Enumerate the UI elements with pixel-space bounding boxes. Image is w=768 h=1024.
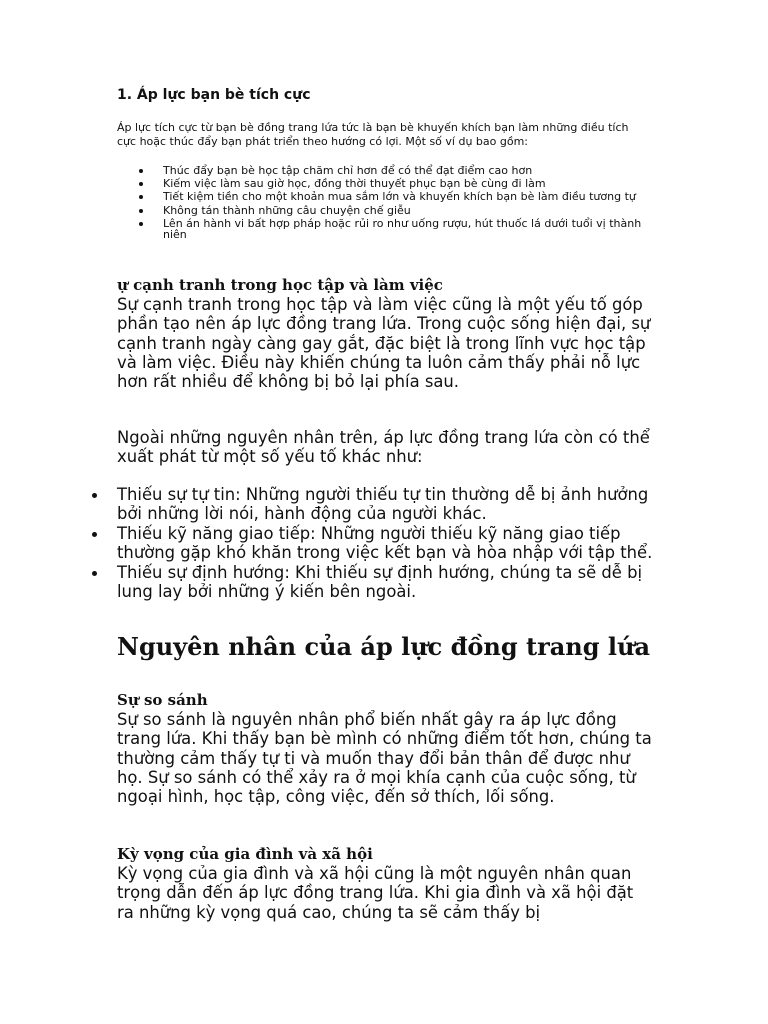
- positive-examples-list: [117, 165, 652, 242]
- list-item: Thiếu kỹ năng giao tiếp: Những người thiếu kỹ năng giao tiếp thường gặp khó khăn trong việc kết bạn và hòa nhập với tập thể.: [117, 524, 662, 563]
- list-item: Thiếu sự định hướng: Khi thiếu sự định hướng, chúng ta sẽ dễ bị lung lay bởi những ý kiến bên ngoài.: [117, 563, 662, 602]
- competition-heading: ự cạnh tranh trong học tập và làm việc: [117, 276, 443, 294]
- other-factors-list: [117, 485, 662, 602]
- causes-heading: Nguyên nhân của áp lực đồng trang lứa: [117, 632, 650, 661]
- comparison-paragraph: Sự so sánh là nguyên nhân phổ biến nhất gây ra áp lực đồng trang lứa. Khi thấy bạn bè mình có những điểm tốt hơn, chúng ta thường cảm thấy tự ti và muốn thay đổi bản thân để được như họ. Sự so sánh có thể xảy ra ở mọi khía cạnh của cuộc sống, từ ngoại hình, học tập, công việc, đến sở thích, lối sống.: [117, 710, 652, 807]
- positive-peer-pressure-intro: Áp lực tích cực từ bạn bè đồng trang lứa tức là bạn bè khuyến khích bạn làm những điều tích cực hoặc thúc đẩy bạn phát triển theo hướng có lợi. Một số ví dụ bao gồm:: [117, 121, 629, 148]
- positive-peer-pressure-heading: 1. Áp lực bạn bè tích cực: [117, 87, 311, 103]
- list-item: Thúc đẩy bạn bè học tập chăm chỉ hơn để có thể đạt điểm cao hơn: [163, 165, 652, 177]
- list-item: Thiếu sự tự tin: Những người thiếu tự tin thường dễ bị ảnh hưởng bởi những lời nói, hành động của người khác.: [117, 485, 662, 524]
- comparison-heading: Sự so sánh: [117, 691, 208, 709]
- other-factors-intro: Ngoài những nguyên nhân trên, áp lực đồng trang lứa còn có thể xuất phát từ một số yếu tố khác như:: [117, 428, 650, 467]
- list-item: Lên án hành vi bất hợp pháp hoặc rủi ro như uống rượu, hút thuốc lá dưới tuổi vị thành niên: [163, 218, 652, 241]
- expectations-heading: Kỳ vọng của gia đình và xã hội: [117, 845, 373, 863]
- list-item: Không tán thành những câu chuyện chế giễu: [163, 205, 652, 217]
- list-item: Kiếm việc làm sau giờ học, đồng thời thuyết phục bạn bè cùng đi làm: [163, 178, 652, 190]
- competition-paragraph: Sự cạnh tranh trong học tập và làm việc cũng là một yếu tố góp phần tạo nên áp lực đồng trang lứa. Trong cuộc sống hiện đại, sự cạnh tranh ngày càng gay gắt, đặc biệt là trong lĩnh vực học tập và làm việc. Điều này khiến chúng ta luôn cảm thấy phải nỗ lực hơn rất nhiều để không bị bỏ lại phía sau.: [117, 295, 651, 392]
- expectations-paragraph: Kỳ vọng của gia đình và xã hội cũng là một nguyên nhân quan trọng dẫn đến áp lực đồng trang lứa. Khi gia đình và xã hội đặt ra những kỳ vọng quá cao, chúng ta sẽ cảm thấy bị: [117, 864, 634, 922]
- list-item: Tiết kiệm tiền cho một khoản mua sắm lớn và khuyến khích bạn bè làm điều tương tự: [163, 191, 652, 203]
